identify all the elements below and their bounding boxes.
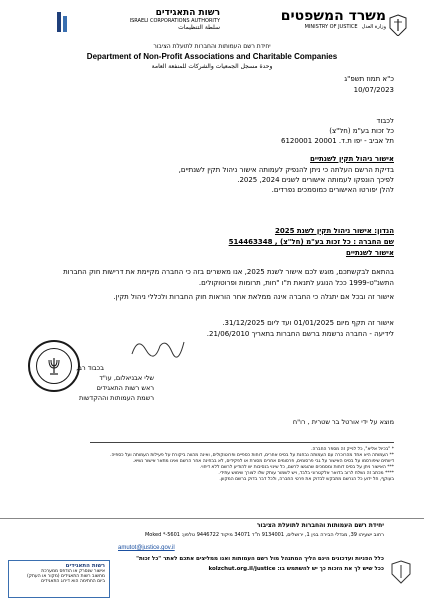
handwritten-signature [128, 332, 188, 362]
body-paragraph-2: אישור זה ובכל אם יתגלה כי החברה אינה ממלאת אחר הוראות חוק החברות ולכללי ניהול תקין. [113, 293, 394, 301]
notice-line-1: בדיקת הרשם העלתה כי ניתן להנפיק לעמותה אישור ניהול תקין לשנתיים, [178, 166, 394, 174]
validity-period: אישור זה תקף מיום 01/01/2025 ועד ליום 31/12/2025. [222, 319, 394, 327]
body-paragraph-1a: בהתאם לבקשתכם, מוגש לכם אישור לשנת 2025, אנו מאשרים בזה כי החברה מקיימת את דרישות חוק החברות [63, 268, 394, 276]
ministry-logo-block [270, 8, 410, 30]
signatory-role-2: רשמת העמותות וההקדשות [79, 394, 154, 402]
signatory-name: שלי אבניאלום, עו"ד [99, 374, 154, 382]
footer-divider [0, 518, 424, 519]
recipient-name: כל זכות בע"מ (חל"צ) [329, 127, 394, 135]
footer-unit: יחידת רשם העמותות והחברות לתועלת הציבור [256, 522, 384, 529]
footer-note-2[interactable]: ככל שיש לך את הזכות כך יש להשתמש בו: kolzchut.org.il/justice [208, 566, 384, 572]
registration-note: לידיעה - החברה נרשמת ברשם החברות בתאריך 21/06/2010. [206, 330, 394, 338]
company-name-line: שם החברה : כל זכות בע"מ (חל"צ) , 514463348 [228, 238, 394, 246]
badge-title: רשות התאגידים [65, 563, 105, 569]
department-name-en: Department of Non-Profit Associations and Charitable Companies [86, 52, 338, 61]
authority-logo-block [70, 8, 220, 31]
ministry-name-ar: وزارة العدل [361, 24, 386, 30]
badge-line-1: אישור שנסרק או הודפס ממערכת [41, 569, 105, 574]
scan-verification-badge [8, 560, 110, 598]
department-name-ar: وحدة مسجل الجمعيات والشركات للمنفعة العامة [151, 63, 273, 70]
notice-line-3: להלן יפורטו האישורים כמוסמכים נפרדים. [271, 186, 394, 194]
state-emblem-icon [388, 14, 408, 36]
recipient-address: תל אביב - יפו ת.ד. 20001 6120001 [281, 137, 394, 145]
ministry-name-en: MINISTRY OF JUSTICE [304, 24, 358, 30]
recipient-salutation: לכבוד [376, 117, 394, 125]
notice-line-2: לפיכך הונפקו לעמותה אישורים לשנים 2024, 2025. [237, 176, 394, 184]
footer-note-1: כלל הפניות ועדכונים הינם הליך המתנהל מול רשם העמותות ואנו ממליצים אתכם לאתר "כל זכות" [136, 556, 384, 562]
issued-by: מוצא על ידי אורטל בר שטרית , רו"ח [292, 418, 394, 426]
footnote-divider [90, 442, 394, 443]
badge-line-2: מחשוב רשות התאגידים (מקור או העתק) [27, 574, 105, 579]
ministry-name-he: משרד המשפטים [280, 8, 386, 24]
document-date: 10/07/2023 [353, 86, 394, 94]
signatory-role-1: ראש רשות התאגידים [96, 384, 154, 392]
footnote-1: * "בכיול אליא", כל לנייק זה מספר החברה. [311, 447, 394, 452]
footnote-5: **** מכתב זה נשלח לרוב בדואר אלקטרוני בלבד, ויש לשמור עותק שלו לצורך שימוש עתידי. [218, 471, 394, 476]
body-paragraph-1b: התשנ"ט-1999 ככל הנוגע לתנאת ת"ו "חות, תרומות ופרוטוקולים. [198, 279, 394, 287]
notice-title: אישור ניהול תקין לשנתיים [310, 155, 394, 163]
footnotes [22, 447, 394, 483]
footer-email-link[interactable]: amutot@justice.gov.il [118, 545, 175, 551]
authority-name-he: רשות התאגידים [155, 8, 220, 18]
authority-name-ar: سلطة التنظيمات [178, 24, 220, 31]
approval-type: אישור לשנתיים [345, 249, 394, 257]
footnote-4: *** האישור ניתן על בסיס דוחות ומסמכים שהוגשו לרשם, כל שינוי בנסיבות יש להודיע לרשם ללא דיחוי. [199, 465, 394, 470]
badge-line-3: ביום החתימה הוא דירוג התאגידים [41, 579, 105, 584]
subject-line: הנדון: אישור ניהול תקין לשנת 2025 [274, 227, 394, 235]
closing-regards: בכבוד רב, [76, 364, 104, 372]
footnote-6: בעוקף, חל ידוע כל הנרשם מתבקש לבדוק את פרטי החברה, ולכל דבר בדוק ברשם המקוון. [219, 477, 394, 482]
footnote-2: ** העמותה היא אחד מהרוכרה עם העמותה נבחנת על בסיס אחרים, דוחות כספיים ופרוטוקולים, ואינה מהווה ביקורת על פעילות העמותה ועל כספיה. [110, 453, 394, 458]
hebrew-date: כ"א תמוז תשפ"ג [344, 75, 394, 83]
department-name-he: יחידת רשם העמותות והחברות לתועלת הציבור [153, 43, 271, 50]
authority-logo-icon [56, 10, 68, 34]
footnote-3: דיוותים שיפורסמו על בסיס האישור על גבי פרסומים, פרסומים אחרים מסורת או לפקידים, לא בבחינה אחר הרשם ואינו מתאר אישור נשיא. [132, 459, 394, 464]
state-emblem-small-icon [390, 560, 412, 584]
authority-name-en: ISRAELI CORPORATIONS AUTHORITY [129, 18, 220, 24]
footer-address: רחוב ישעיהו 39, מגדלי הבירה בנין 1, ירושלים, 9134001 ת"ד 34071 מיקוד 9446722 טלפון: 5601-* Moked [144, 532, 384, 538]
